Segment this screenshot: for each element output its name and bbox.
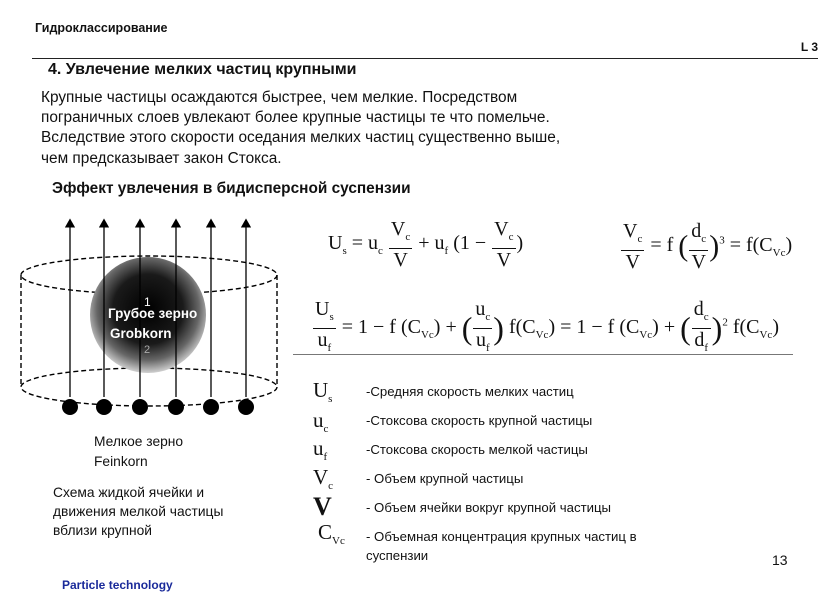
paragraph-line: Крупные частицы осаждаются быстрее, чем мелкие. Посредством: [41, 89, 518, 106]
symbol-uf: $u_f$: [313, 436, 328, 464]
legend-v: - Объем ячейки вокруг крупной частицы: [366, 500, 612, 515]
presentation-title: Гидроклассирование: [35, 21, 168, 35]
symbol-vc: $V_c$: [313, 465, 334, 493]
legend-uf: -Стоксова скорость мелкой частицы: [366, 442, 588, 457]
symbol-v: V: [313, 492, 332, 521]
intro-paragraph: [41, 88, 741, 169]
subtitle: Эффект увлечения в бидисперсной суспензии: [52, 180, 411, 197]
coarse-label-de: Grobkorn: [110, 326, 172, 341]
legend-cvc-cont: суспензии: [366, 548, 429, 563]
formula-us: $U_s = u_c$ $\frac{V_c}{V}$ + $u_f$ (1 − $\frac{V_c}{V}$ ): [328, 218, 524, 271]
coarse-label: Грубое зерно: [108, 306, 198, 321]
symbol-cvc: $C_{Vc}$: [318, 520, 345, 548]
formula-ratio: $\frac{U_s}{u_f}$ = 1 − f $(C_{Vc})$ + ( $\frac{u_c}{u_f}$ ) $f(C_{Vc}) = 1 - f$ $(C_{Vc})$ + ( $\frac{d_c}{d_f}$ )$^2$ $f(C_{Vc})$: [315, 298, 779, 354]
fine-label: Мелкое зерно Feinkorn: [94, 434, 184, 469]
page-number: 13: [772, 552, 788, 568]
paragraph-line: Вследствие этого скорости оседания мелких частиц существенно выше,: [41, 129, 561, 147]
legend-cvc: - Объемная концентрация крупных частиц в: [366, 529, 637, 544]
legend-us: -Средняя скорость мелких частиц: [366, 384, 574, 399]
diagram-caption: Схема жидкой ячейки и движения мелкой частицы вблизи крупной: [53, 485, 224, 538]
formula-divider: [293, 354, 793, 355]
header-divider: [32, 58, 818, 59]
formula-vc: $\frac{V_c}{V}$ = f ( $\frac{d_c}{V}$ )$^3 = f(C_{Vc})$: [623, 220, 793, 273]
paragraph-line: пограничных слоев увлекают более крупные частицы те что помельче.: [41, 109, 550, 127]
fine-particles: [62, 399, 254, 415]
legend-uc: -Стоксова скорость крупной частицы: [366, 413, 593, 428]
legend-vc: - Объем крупной частицы: [366, 471, 524, 486]
symbol-uc: $u_c$: [313, 408, 329, 436]
slide-code: L 3: [800, 40, 818, 54]
section-title: 4. Увлечение мелких частиц крупными: [48, 61, 357, 78]
marker-2: 2: [144, 344, 151, 356]
marker-1: 1: [144, 295, 151, 309]
cell-diagram: [18, 215, 278, 430]
paragraph-line: чем предсказывает закон Стокса.: [41, 149, 282, 167]
cell-bottom-ellipse: [21, 368, 277, 406]
footer-text: Particle technology: [62, 578, 173, 592]
symbol-us: $U_s$: [313, 378, 333, 406]
